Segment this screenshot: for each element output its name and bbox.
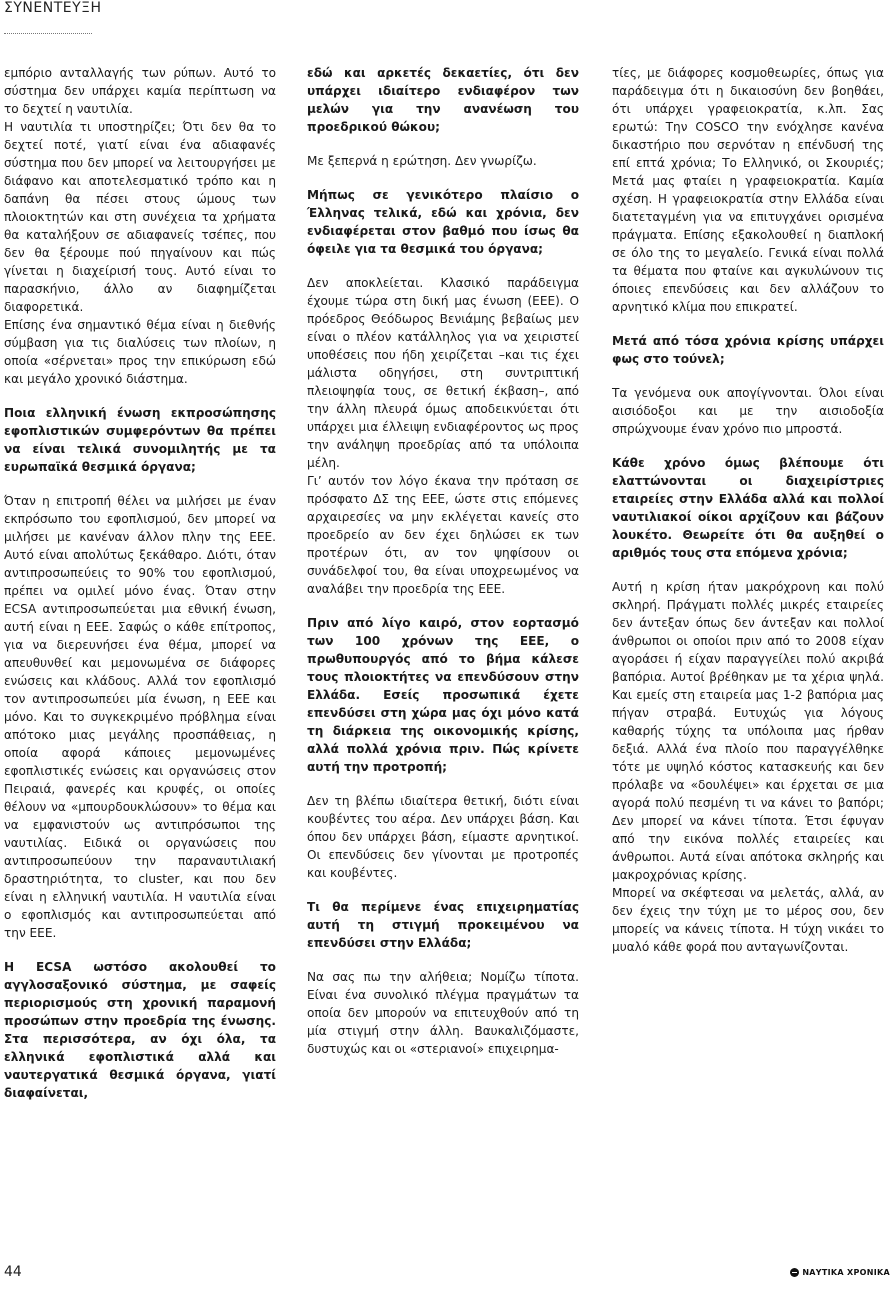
header-divider [4, 33, 92, 34]
interview-answer-paragraph: τίες, με διάφορες κοσμοθεωρίες, όπως για παράδειγμα ότι η δικαιοσύνη δεν βοηθάει, ότι υπάρχει γραφειοκρατία, κ.λπ. Σας ερωτώ: Την COSCO την ενόχλησε κανένα δικαστήριο που σερνόταν η επένδυσή της επί επτά χρόνια; Το Ελληνικό, οι Σκουριές; Μετά μας φταίει η γραφειοκρατία. Καμία σχέση. Η γραφειοκρατία στην Ελλάδα είναι διατεταγμένη για να επιτυγχάνει ορισμένα πράγματα. Επίσης εξακολουθεί η διαπλοκή σε όλο της το μεγαλείο. Γενικά είναι πολλά τα θέματα που φταίνε και αγκυλώνουν τις όποιες επενδύσεις και δεν αλλάζουν το αρνητικό κλίμα που επικρατεί. [612, 66, 884, 314]
interview-question: Πριν από λίγο καιρό, στον εορτασμό των 100 χρόνων της ΕΕΕ, ο πρωθυπουργός από το βήμα κάλεσε τους πλοιοκτήτες να επενδύσουν στην Ελλάδα. Εσείς προσωπικά έχετε επενδύσει στη χώρα μας όχι μόνο κατά τη διάρκεια της οικονομικής κρίσης, αλλά πολλά χρόνια πριν. Πώς κρίνετε αυτή την προτροπή; [307, 616, 579, 774]
section-label: ΣΥΝΕΝΤΕΥΞΗ [4, 0, 102, 16]
interview-question: εδώ και αρκετές δεκαετίες, ότι δεν υπάρχει ιδιαίτερο ενδιαφέρον των μελών για την ανανέωση του προεδρικού θώκου; [307, 66, 579, 134]
interview-question: Μετά από τόσα χρόνια κρίσης υπάρχει φως στο τούνελ; [612, 334, 884, 366]
brand-logo-icon [790, 1268, 799, 1277]
text-column-2 [307, 64, 579, 1058]
interview-question: Μήπως σε γενικότερο πλαίσιο ο Έλληνας τελικά, εδώ και χρόνια, δεν ενδιαφέρεται στον βαθμό που ίσως θα όφειλε για τα θεσμικά του όργανα; [307, 188, 579, 256]
footer-brand [790, 1268, 890, 1277]
interview-answer-paragraph: Με ξεπερνά η ερώτηση. Δεν γνωρίζω. [307, 154, 537, 168]
interview-answer-paragraph: Να σας πω την αλήθεια; Νομίζω τίποτα. Είναι ένα συνολικό πλέγμα πραγμάτων τα οποία δεν μπορούν να επιτευχθούν από τη μία στιγμή στην άλλη. Βαυκαλιζόμαστε, δυστυχώς και οι «στεριανοί» επιχειρημα- [307, 970, 579, 1056]
interview-question: Ποια ελληνική ένωση εκπροσώπησης εφοπλιστικών συμφερόντων θα πρέπει να είναι τελικά συνομιλητής με τα ευρωπαϊκά θεσμικά όργανα; [4, 406, 276, 474]
interview-answer-paragraph: Δεν τη βλέπω ιδιαίτερα θετική, διότι είναι κουβέντες του αέρα. Δεν υπάρχει βάση. Και όπου δεν υπάρχει βάση, είμαστε αρνητικοί. Οι επενδύσεις δεν γίνονται με προτροπές και κουβέντες. [307, 794, 579, 880]
interview-question: Κάθε χρόνο όμως βλέπουμε ότι ελαττώνονται οι διαχειρίστριες εταιρείες στην Ελλάδα αλλά και πολλοί ναυτιλιακοί οίκοι αρχίζουν και βάζουν λουκέτο. Θεωρείτε ότι θα αυξηθεί ο αριθμός τους στα επόμενα χρόνια; [612, 456, 884, 560]
interview-answer-paragraph: Η ναυτιλία τι υποστηρίζει; Ότι δεν θα το δεχτεί ποτέ, γιατί είναι ένα αδιαφανές σύστημα που δεν μπορεί να λειτουργήσει με διάφανο και αποτελεσματικό τρόπο και η δαπάνη θα πέσει στους ώμους των πλοιοκτητών και στη συνέχεια τα χρήματα θα καταλήξουν σε αδιαφανείς τσέπες, που δεν θα ξέρουμε πού πηγαίνουν και πώς γίνεται η διαχείρισή τους. Αυτό είναι το παρασκήνιο, άλλο αν διαφημίζεται διαφορετικά. [4, 120, 276, 314]
interview-answer-paragraph: Τα γενόμενα ουκ απογίγνονται. Όλοι είναι αισιόδοξοι και με την αισιοδοξία σπρώχνουμε έναν χρόνο πιο μπροστά. [612, 386, 884, 436]
interview-answer-paragraph: εμπόριο ανταλλαγής των ρύπων. Αυτό το σύστημα δεν υπάρχει καμία περίπτωση να το δεχτεί η ναυτιλία. [4, 66, 276, 116]
interview-answer-paragraph: Δεν αποκλείεται. Κλασικό παράδειγμα έχουμε τώρα στη δική μας ένωση (ΕΕΕ). Ο πρόεδρος Θεόδωρος Βενιάμης βεβαίως μεν είναι ο πλέον κατάλληλος για να χειριστεί υποθέσεις που ήδη χειρίζεται –και τις έχει μάλιστα οδηγήσει, στη συντριπτική πλειοψηφία τους, σε θετική έκβαση–, από την άλλη πλευρά όμως αποδεικνύεται ότι υπάρχει μια έλλειψη ενδιαφέροντος ως προς την ανάληψη προεδρίας από τα υπόλοιπα μέλη. [307, 276, 579, 470]
interview-question: Τι θα περίμενε ένας επιχειρηματίας αυτή τη στιγμή προκειμένου να επενδύσει στην Ελλάδα; [307, 900, 579, 950]
interview-answer-paragraph: Μπορεί να σκέφτεσαι να μελετάς, αλλά, αν δεν έχεις την τύχη με το μέρος σου, δεν μπορείς να κάνεις τίποτα. Η τύχη νικάει το μυαλό κάθε φορά που ανταγωνίζονται. [612, 886, 884, 954]
text-column-1 [4, 64, 276, 1118]
interview-answer-paragraph: Όταν η επιτροπή θέλει να μιλήσει με έναν εκπρόσωπο του εφοπλισμού, δεν μπορεί να μιλήσει με κανέναν άλλον πλην της ΕΕΕ. Αυτό είναι απολύτως ξεκάθαρο. Διότι, όταν αντιπροσωπεύεις το 90% του εφοπλισμού, πρέπει να ομιλεί μόνο ένας. Όταν στην ECSA αντιπροσωπεύεται μια εθνική ένωση, αυτή είναι η ΕΕΕ. Σαφώς ο κάθε επίτροπος, για να διερευνήσει ένα θέμα, μπορεί να απευθυνθεί και μεμονωμένα σε διάφορες ενώσεις και κλάδους. Αλλά τον εφοπλισμό τον αντιπροσωπεύει μία ένωση, η ΕΕΕ και μόνο. Και το συγκεκριμένο πρόβλημα είναι απότοκο μιας μεγάλης προσπάθειας, η οποία αφορά κάποιες μεμονωμένες εφοπλιστικές ενώσεις και οργανώσεις στον Πειραιά, φανερές και κρυφές, οι οποίες θέλουν να «μπουρδουκλώσουν» το θέμα και να εμφανιστούν ως αντιπρόσωποι της ναυτιλίας. Ειδικά οι οργανώσεις που αντιπροσωπεύουν την παραναυτιλιακή δραστηριότητα, το cluster, και που δεν είναι η ελληνική ναυτιλία. Η ναυτιλία είναι ο εφοπλισμός και αντιπροσωπεύεται από την ΕΕΕ. [4, 494, 276, 940]
interview-question: Η ECSA ωστόσο ακολουθεί το αγγλοσαξονικό σύστημα, με σαφείς περιορισμούς στη χρονική παραμονή προσώπων στην προεδρία της ένωσης. Στα περισσότερα, αν όχι όλα, τα ελληνικά εφοπλιστικά αλλά και ναυτεργατικά θεσμικά όργανα, γιατί διαφαίνεται, [4, 960, 276, 1100]
interview-answer-paragraph: Αυτή η κρίση ήταν μακρόχρονη και πολύ σκληρή. Πράγματι πολλές μικρές εταιρείες δεν άντεξαν όπως δεν άντεξαν και πολλοί άνθρωποι οι οποίοι πριν από το 2008 είχαν αγοράσει ή είχαν παραγγείλει πολύ ακριβά βαπόρια. Αυτοί βρέθηκαν με τα χέρια ψηλά. Και εμείς στη εταιρεία μας 1-2 βαπόρια μας πήγαν στραβά. Ευτυχώς για λόγους καθαρής τύχης τα υπόλοιπα μας ήρθαν δεξιά. Αλλά ένα πλοίο που παραγγέλθηκε τότε με υψηλό κόστος κατασκευής και δεν πρόλαβε να «δουλέψει» και έρχεται σε μια αγορά πολύ πεσμένη τι να κάνει το βαπόρι; Δεν μπορεί να κάνει τίποτα. Έτσι έφυγαν από την εικόνα πολλές εταιρείες και άνθρωποι. Αυτά είναι απότοκα σκληρής και μακροχρόνιας κρίσης. [612, 580, 884, 882]
interview-answer-paragraph: Γι’ αυτόν τον λόγο έκανα την πρόταση σε πρόσφατο ΔΣ της ΕΕΕ, ώστε στις επόμενες αρχαιρεσίες να μην εκλέγεται κανείς στο προεδρείο αν δεν έχει δηλώσει εκ των προτέρων ότι, αν τον ψηφίσουν οι συνάδελφοί του, θα είναι υποχρεωμένος να αναλάβει την προεδρία της ΕΕΕ. [307, 474, 579, 596]
page-number: 44 [4, 1264, 22, 1280]
text-column-3 [612, 64, 884, 956]
interview-answer-paragraph: Επίσης ένα σημαντικό θέμα είναι η διεθνής σύμβαση για τις διαλύσεις των πλοίων, η οποία «σέρνεται» προς την επικύρωση εδώ και μεγάλο χρονικό διάστημα. [4, 318, 276, 386]
brand-name: ΝΑΥΤΙΚΑ ΧΡΟΝΙΚΑ [802, 1268, 890, 1277]
